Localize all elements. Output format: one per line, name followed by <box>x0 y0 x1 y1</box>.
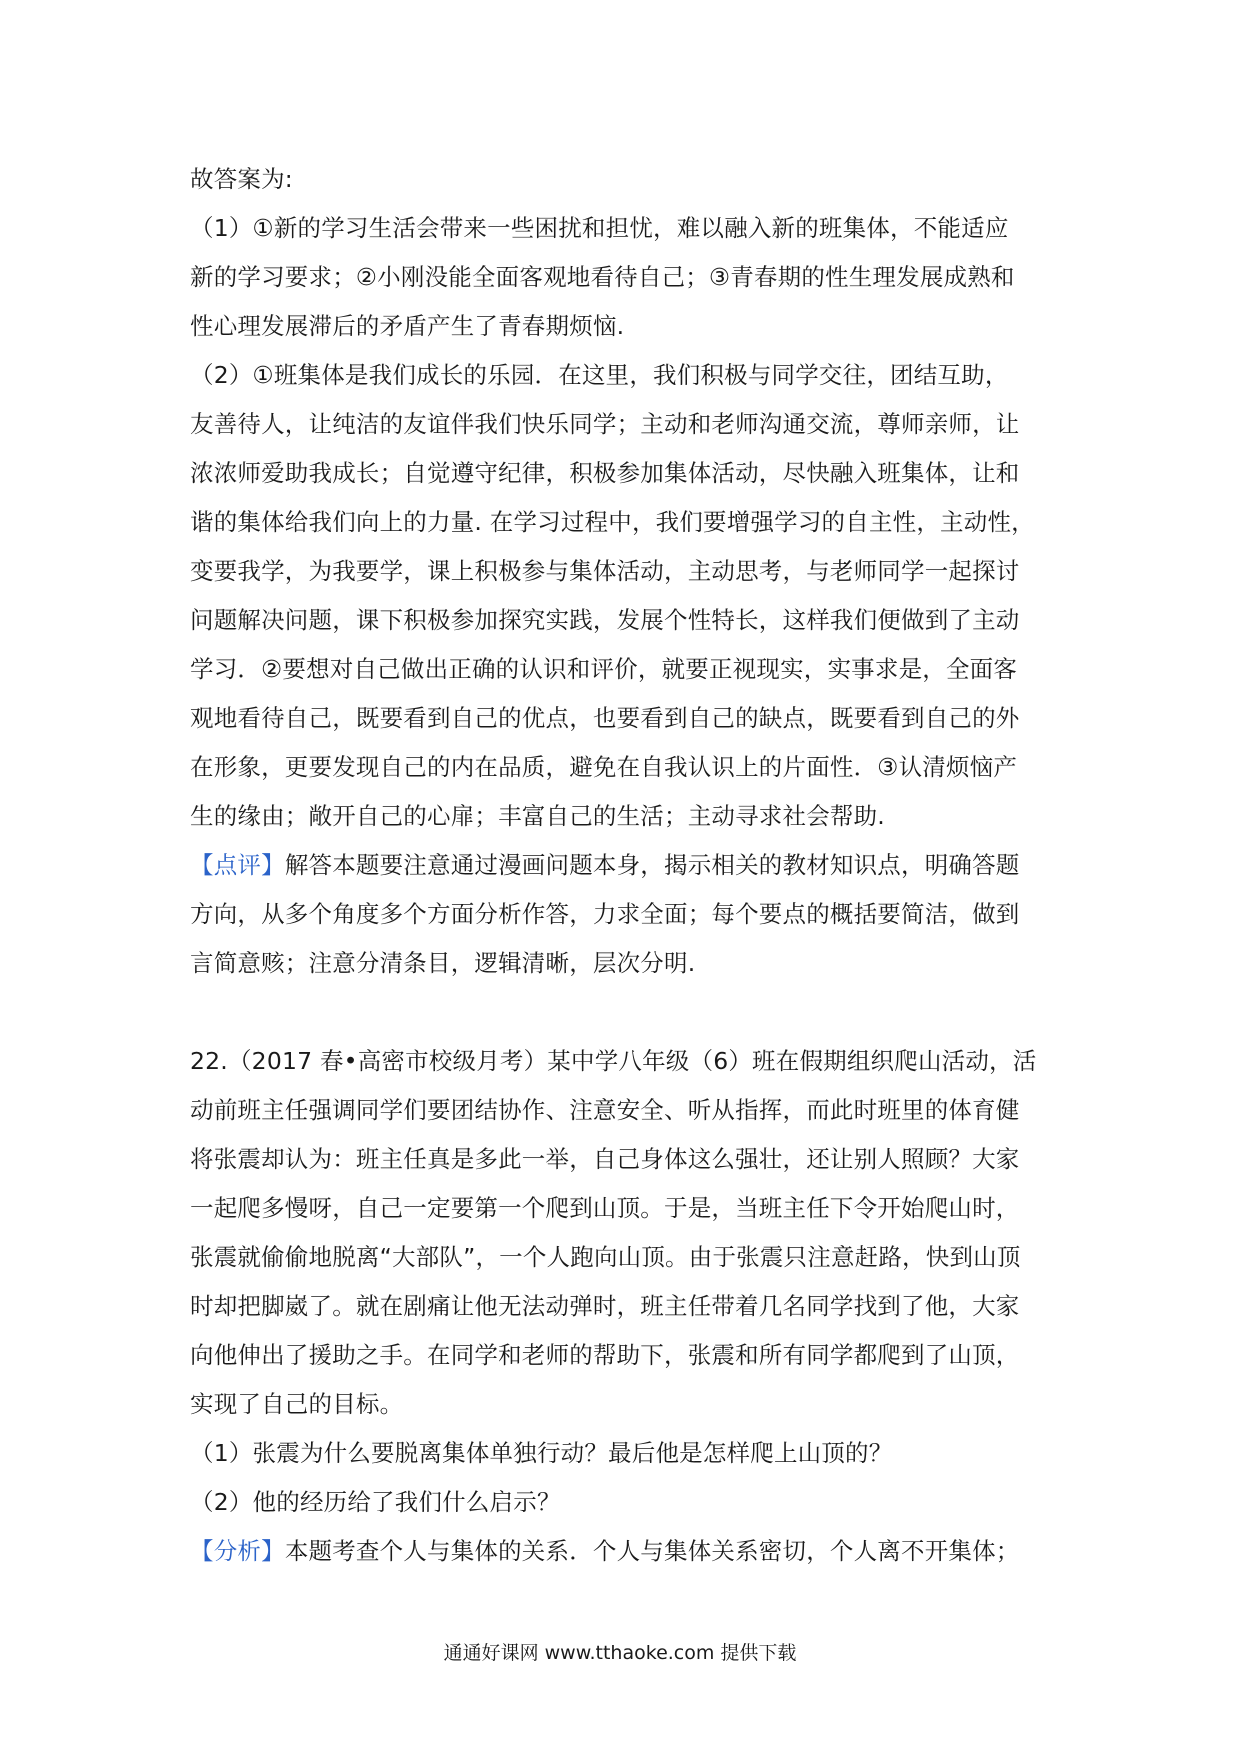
question-line: 动前班主任强调同学们要团结协作、注意安全、听从指挥，而此时班里的体育健 <box>190 1096 1020 1124</box>
answer-part-2 <box>190 351 1060 841</box>
document-content <box>190 155 1060 1576</box>
answer-intro: 故答案为: <box>190 165 293 193</box>
answer-part-1 <box>190 204 1060 351</box>
comment-first-line <box>190 841 1060 890</box>
question-line: 22.（2017 春•高密市校级月考）某中学八年级（6）班在假期组织爬山活动，活 <box>190 1047 1037 1075</box>
question-22 <box>190 1037 1060 1576</box>
text-line: 谐的集体给我们向上的力量. 在学习过程中，我们要增强学习的自主性，主动性， <box>190 508 1035 536</box>
text-line: 新的学习要求；②小刚没能全面客观地看待自己；③青春期的性生理发展成熟和 <box>190 263 1015 291</box>
text-line: 在形象，更要发现自己的内在品质，避免在自我认识上的片面性．③认清烦恼产 <box>190 753 1018 781</box>
sub-question-1: （1）张震为什么要脱离集体单独行动？最后他是怎样爬上山顶的？ <box>190 1439 893 1467</box>
comment-tag: 【点评】 <box>190 851 285 879</box>
text-line: 观地看待自己，既要看到自己的优点，也要看到自己的缺点，既要看到自己的外 <box>190 704 1020 732</box>
question-line: 向他伸出了援助之手。在同学和老师的帮助下，张震和所有同学都爬到了山顶， <box>190 1341 1020 1369</box>
comment-block <box>190 841 1060 988</box>
text-line: 问题解决问题，课下积极参加探究实践，发展个性特长，这样我们便做到了主动 <box>190 606 1020 634</box>
analysis-text: 本题考查个人与集体的关系．个人与集体关系密切，个人离不开集体； <box>284 1537 1020 1565</box>
text-line: 性心理发展滞后的矛盾产生了青春期烦恼. <box>190 312 625 340</box>
question-line: 一起爬多慢呀，自己一定要第一个爬到山顶。于是，当班主任下令开始爬山时， <box>190 1194 1020 1222</box>
text-line: 浓浓师爱助我成长；自觉遵守纪律，积极参加集体活动，尽快融入班集体，让和 <box>190 459 1020 487</box>
text-line: （2）①班集体是我们成长的乐园．在这里，我们积极与同学交往，团结互助， <box>190 361 1009 389</box>
comment-text: 解答本题要注意通过漫画问题本身，揭示相关的教材知识点，明确答题 <box>284 851 1020 879</box>
question-line: 实现了自己的目标。 <box>190 1390 404 1418</box>
question-line: 时却把脚崴了。就在剧痛让他无法动弹时，班主任带着几名同学找到了他，大家 <box>190 1292 1020 1320</box>
text-line: （1）①新的学习生活会带来一些困扰和担忧，难以融入新的班集体，不能适应 <box>190 214 1009 242</box>
page-footer: 通通好课网 www.tthaoke.com 提供下载 <box>443 1642 797 1664</box>
analysis-first-line <box>190 1527 1060 1576</box>
text-line: 友善待人，让纯洁的友谊伴我们快乐同学；主动和老师沟通交流，尊师亲师，让 <box>190 410 1020 438</box>
text-line: 变要我学，为我要学，课上积极参与集体活动，主动思考，与老师同学一起探讨 <box>190 557 1020 585</box>
question-line: 将张震却认为：班主任真是多此一举，自己身体这么强壮，还让别人照顾？大家 <box>190 1145 1020 1173</box>
text-line: 学习．②要想对自己做出正确的认识和评价，就要正视现实，实事求是，全面客 <box>190 655 1018 683</box>
section-gap <box>190 988 1060 1037</box>
analysis-tag: 【分析】 <box>190 1537 285 1565</box>
text-line: 方向，从多个角度多个方面分析作答，力求全面；每个要点的概括要简洁，做到 <box>190 900 1020 928</box>
sub-question-2: （2）他的经历给了我们什么启示？ <box>190 1488 561 1516</box>
text-line: 生的缘由；敞开自己的心扉；丰富自己的生活；主动寻求社会帮助. <box>190 802 885 830</box>
question-line: 张震就偷偷地脱离“大部队”，一个人跑向山顶。由于张震只注意赶路，快到山顶 <box>190 1243 1021 1271</box>
text-line: 言简意赅；注意分清条目，逻辑清晰，层次分明. <box>190 949 696 977</box>
